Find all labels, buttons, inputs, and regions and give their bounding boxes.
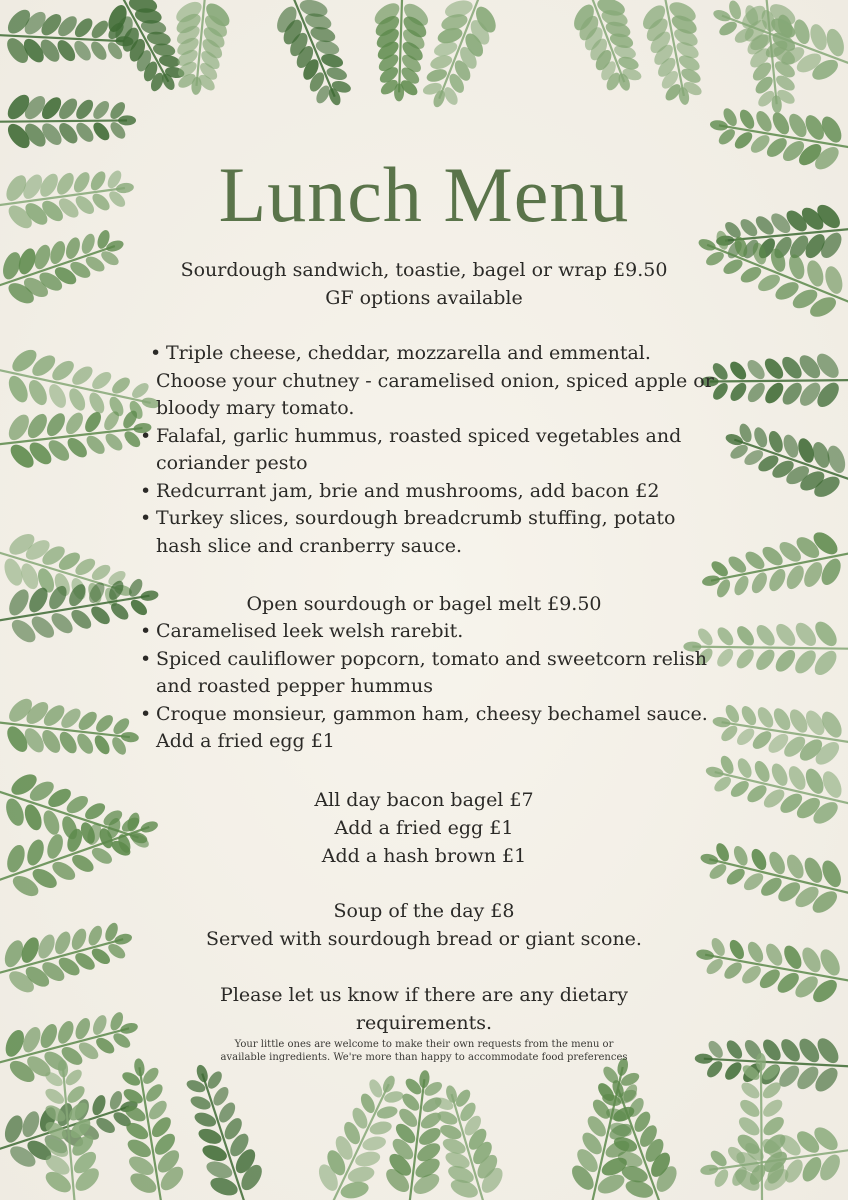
kids-note-line-1: Your little ones are welcome to make their own requests from the menu or: [234, 1039, 614, 1050]
list-item: • Spiced cauliflower popcorn, tomato and sweetcorn relish and roasted pepper hummus: [156, 646, 716, 701]
section1-heading: Sourdough sandwich, toastie, bagel or wrap £9.50: [180, 259, 668, 281]
list-item: • Turkey slices, sourdough breadcrumb stuffing, potato hash slice and cranberry sauce.: [156, 505, 716, 560]
hash-brown-line: Add a hash brown £1: [321, 845, 527, 867]
list-item: • Croque monsieur, gammon ham, cheesy bechamel sauce. Add a fried egg £1: [156, 701, 716, 756]
list-item: • Triple cheese, cheddar, mozzarella and emmental. Choose your chutney - caramelised onion, spiced apple or bloody mary tomato.: [156, 340, 716, 423]
dietary-line-1: Please let us know if there are any dietary: [220, 984, 628, 1006]
soup-line: Soup of the day £8: [333, 900, 515, 922]
section1-subheading: GF options available: [325, 287, 523, 309]
soup-served-line: Served with sourdough bread or giant scone.: [206, 928, 642, 950]
page-title: Lunch Menu: [218, 151, 630, 238]
dietary-line-2: requirements.: [355, 1012, 493, 1034]
kids-note-line-2: available ingredients. We're more than happy to accommodate food preferences: [220, 1052, 628, 1063]
bagel-line: All day bacon bagel £7: [314, 789, 534, 811]
list-item: • Caramelised leek welsh rarebit.: [156, 618, 716, 646]
list-item: • Redcurrant jam, brie and mushrooms, add bacon £2: [156, 478, 716, 506]
section1-list: [156, 340, 716, 560]
egg-line: Add a fried egg £1: [334, 817, 514, 839]
section2-list: [156, 618, 716, 756]
list-item: • Falafal, garlic hummus, roasted spiced vegetables and coriander pesto: [156, 423, 716, 478]
section2-heading: Open sourdough or bagel melt £9.50: [246, 593, 602, 615]
